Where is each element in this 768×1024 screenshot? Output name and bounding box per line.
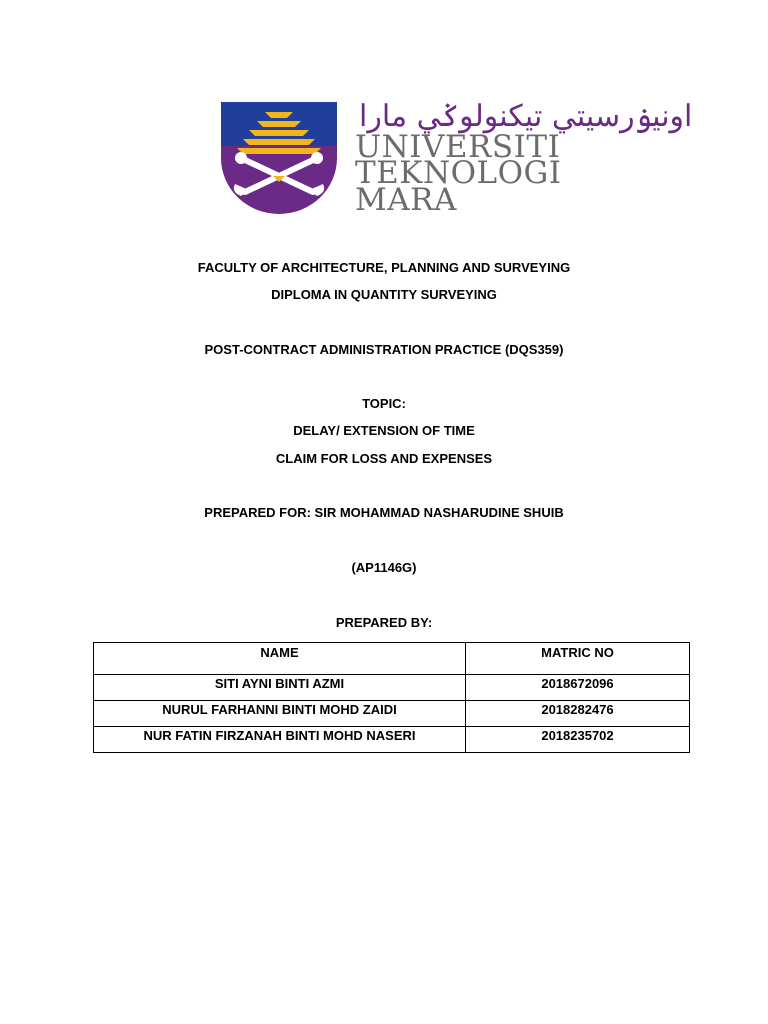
topic-label: TOPIC:: [362, 396, 406, 411]
member-matric: 2018282476: [466, 701, 690, 727]
header-name: NAME: [94, 643, 466, 675]
logo-line-universiti: UNIVERSITI: [355, 129, 561, 165]
table-header-row: [94, 643, 690, 675]
logo-line-mara: MARA: [355, 182, 457, 218]
programme-heading: DIPLOMA IN QUANTITY SURVEYING: [271, 287, 497, 302]
member-matric: 2018672096: [466, 675, 690, 701]
table-row: [94, 701, 690, 727]
logo-line-teknologi: TEKNOLOGI: [355, 155, 562, 191]
uitm-logo: [221, 99, 693, 218]
lecturer-code: (AP1146G): [351, 560, 417, 575]
prepared-for: PREPARED FOR: SIR MOHAMMAD NASHARUDINE SHUIB: [204, 505, 564, 520]
course-heading: POST-CONTRACT ADMINISTRATION PRACTICE (DQS359): [204, 342, 564, 357]
logo-jawi-text: اونيۏرسيتي تيكنولوݢي مارا: [359, 99, 693, 134]
table-row: [94, 675, 690, 701]
header-matric-no: MATRIC NO: [466, 643, 690, 675]
member-matric: 2018235702: [466, 727, 690, 753]
faculty-heading: FACULTY OF ARCHITECTURE, PLANNING AND SURVEYING: [197, 260, 571, 275]
uitm-crest-icon: [221, 102, 337, 214]
member-name: SITI AYNI BINTI AZMI: [94, 675, 466, 701]
member-name: NUR FATIN FIRZANAH BINTI MOHD NASERI: [94, 727, 466, 753]
prepared-by-label: PREPARED BY:: [335, 615, 433, 630]
table-row: [94, 727, 690, 753]
topic-line-2: CLAIM FOR LOSS AND EXPENSES: [275, 451, 493, 466]
member-name: NURUL FARHANNI BINTI MOHD ZAIDI: [94, 701, 466, 727]
topic-line-1: DELAY/ EXTENSION OF TIME: [293, 423, 475, 438]
members-table: [93, 642, 690, 753]
